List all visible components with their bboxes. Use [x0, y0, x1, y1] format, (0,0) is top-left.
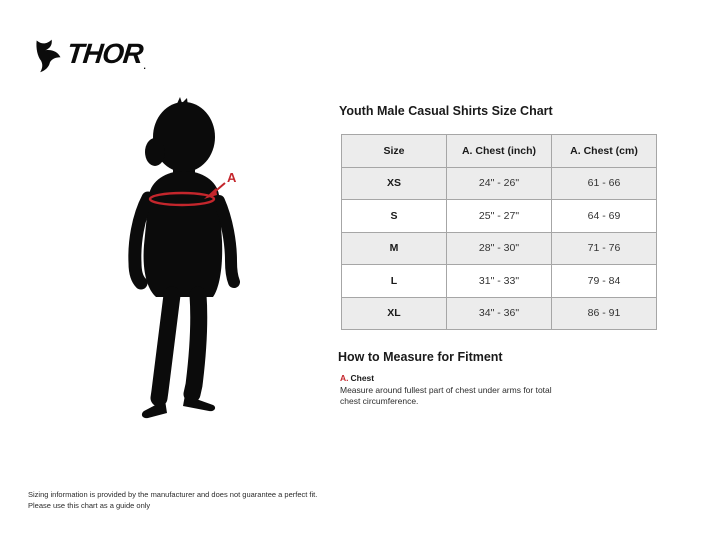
size-value: S — [342, 200, 447, 233]
child-silhouette — [118, 95, 303, 425]
size-value: XL — [342, 297, 447, 330]
table-row-s — [342, 200, 657, 233]
chest-inch-value: 31" - 33" — [447, 265, 552, 298]
brand-trademark: . — [143, 61, 146, 71]
table-header-row — [342, 135, 657, 168]
measure-point-label-a: A — [227, 170, 237, 185]
table-row-xl — [342, 297, 657, 330]
table-row-m — [342, 232, 657, 265]
size-value: L — [342, 265, 447, 298]
chest-cm-value: 86 - 91 — [552, 297, 657, 330]
brand-wordmark: THOR — [65, 38, 145, 69]
chest-cm-value: 64 - 69 — [552, 200, 657, 233]
column-header-chest-inch: A. Chest (inch) — [447, 135, 552, 168]
disclaimer-line-1: Sizing information is provided by the manufacturer and does not guarantee a perfect fit. — [28, 490, 318, 499]
measurement-key: A. — [340, 373, 349, 383]
size-value: XS — [342, 167, 447, 200]
chest-inch-value: 34" - 36" — [447, 297, 552, 330]
disclaimer-line-2: Please use this chart as a guide only — [28, 500, 151, 510]
footer-disclaimer — [28, 490, 317, 512]
chest-cm-value: 79 - 84 — [552, 265, 657, 298]
chest-inch-value: 24" - 26" — [447, 167, 552, 200]
column-header-chest-cm: A. Chest (cm) — [552, 135, 657, 168]
brand-logo — [34, 37, 146, 74]
size-value: M — [342, 232, 447, 265]
how-to-measure-title: How to Measure for Fitment — [338, 350, 503, 364]
chest-cm-value: 61 - 66 — [552, 167, 657, 200]
measurement-item-label — [340, 373, 374, 383]
thor-goat-icon — [34, 37, 64, 74]
column-header-size: Size — [342, 135, 447, 168]
table-row-l — [342, 265, 657, 298]
table-row-xs — [342, 167, 657, 200]
size-chart-table — [341, 134, 657, 330]
measurement-name: Chest — [350, 373, 375, 383]
chest-inch-value: 25" - 27" — [447, 200, 552, 233]
chest-inch-value: 28" - 30" — [447, 232, 552, 265]
chest-cm-value: 71 - 76 — [552, 232, 657, 265]
silhouette-body — [142, 97, 222, 418]
measurement-description: Measure around fullest part of chest under arms for total chest circumference. — [340, 385, 552, 407]
size-chart-title: Youth Male Casual Shirts Size Chart — [339, 104, 553, 118]
